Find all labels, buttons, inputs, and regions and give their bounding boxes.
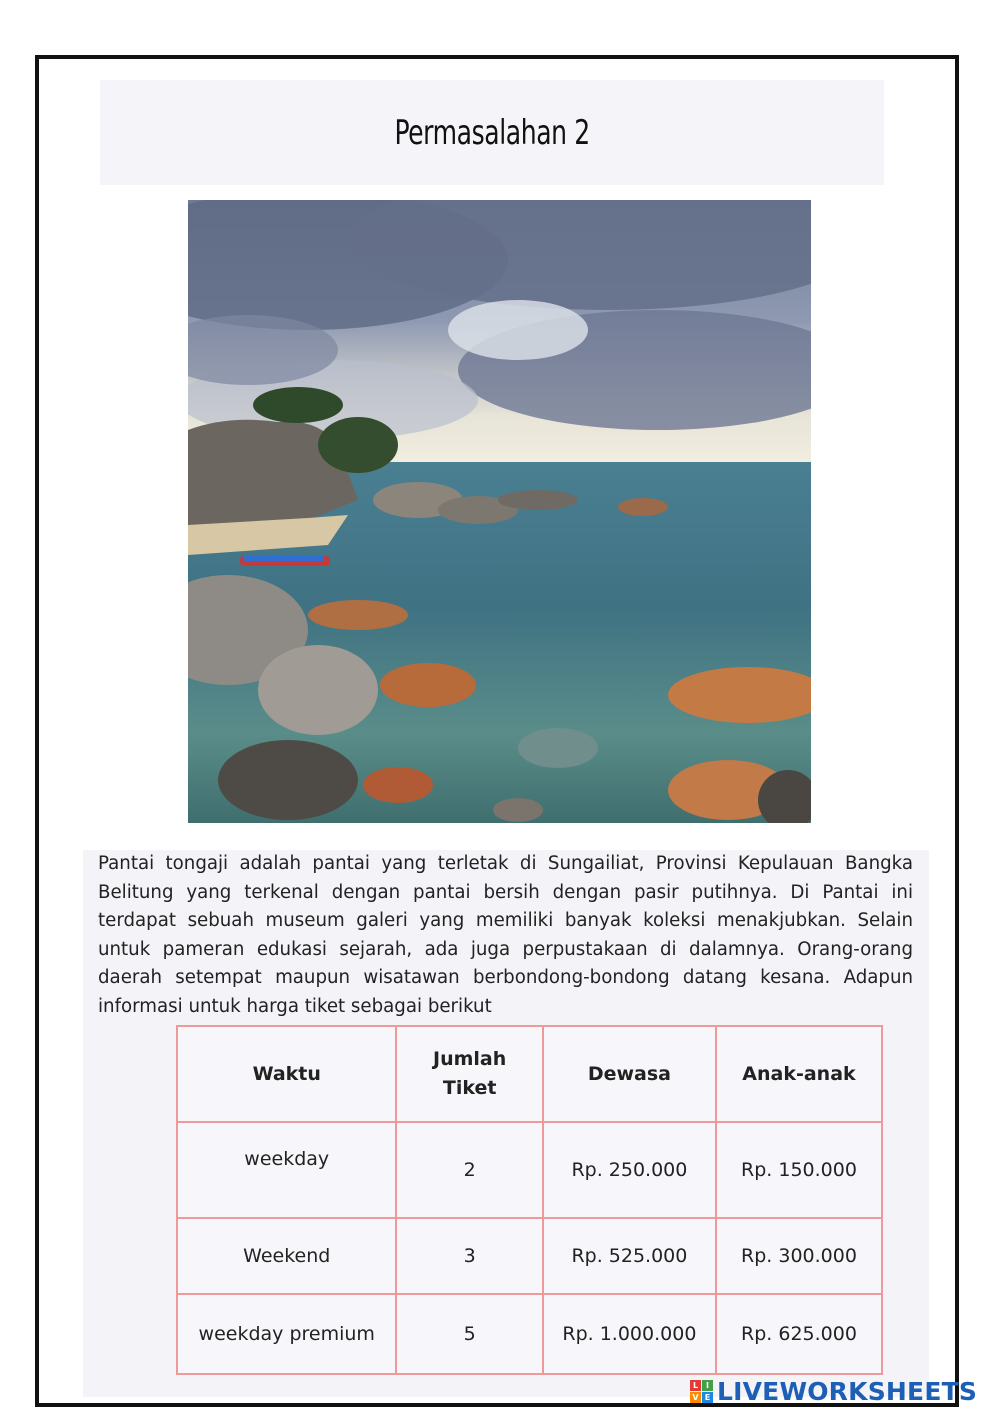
liveworksheets-mark-icon	[690, 1380, 713, 1403]
mark-letter: E	[702, 1392, 713, 1403]
cell-waktu: weekday premium	[177, 1294, 396, 1374]
cell-anak: Rp. 150.000	[716, 1122, 882, 1218]
cell-jumlah: 5	[396, 1294, 542, 1374]
header-dewasa: Dewasa	[543, 1026, 716, 1122]
header-jumlah-tiket	[396, 1026, 542, 1122]
header-jumlah-tiket-label: Jumlah Tiket	[433, 1048, 507, 1099]
page-title: Permasalahan 2	[394, 112, 590, 153]
table-row	[177, 1218, 882, 1294]
cell-waktu-text: weekday	[244, 1148, 330, 1170]
header-waktu: Waktu	[177, 1026, 396, 1122]
beach-photo	[188, 200, 811, 823]
cell-jumlah: 2	[396, 1122, 542, 1218]
table-row	[177, 1122, 882, 1218]
liveworksheets-logo[interactable]	[690, 1377, 977, 1405]
mark-letter: L	[690, 1380, 701, 1391]
liveworksheets-wordmark: LIVEWORKSHEETS	[717, 1376, 978, 1406]
mark-letter: V	[690, 1392, 701, 1403]
description-paragraph: Pantai tongaji adalah pantai yang terletak di Sungailiat, Provinsi Kepulauan Bangka Belitung yang terkenal dengan pantai bersih dengan pasir putihnya. Di Pantai ini terdapat sebuah museum galeri yang memiliki banyak koleksi menakjubkan. Selain untuk pameran edukasi sejarah, ada juga perpustakaan di dalamnya. Orang-orang daerah setempat maupun wisatawan berbondong-bondong datang kesana. Adapun informasi untuk harga tiket sebagai berikut	[98, 853, 913, 1017]
cell-waktu: Weekend	[177, 1218, 396, 1294]
cell-dewasa: Rp. 525.000	[543, 1218, 716, 1294]
title-box	[100, 80, 884, 185]
cell-waktu	[177, 1122, 396, 1218]
cell-dewasa: Rp. 1.000.000	[543, 1294, 716, 1374]
table-header-row	[177, 1026, 882, 1122]
mark-letter: I	[702, 1380, 713, 1391]
cell-anak: Rp. 625.000	[716, 1294, 882, 1374]
cell-dewasa: Rp. 250.000	[543, 1122, 716, 1218]
ticket-price-table	[176, 1025, 883, 1375]
cell-anak: Rp. 300.000	[716, 1218, 882, 1294]
cell-jumlah: 3	[396, 1218, 542, 1294]
header-anak-anak: Anak-anak	[716, 1026, 882, 1122]
table-row	[177, 1294, 882, 1374]
